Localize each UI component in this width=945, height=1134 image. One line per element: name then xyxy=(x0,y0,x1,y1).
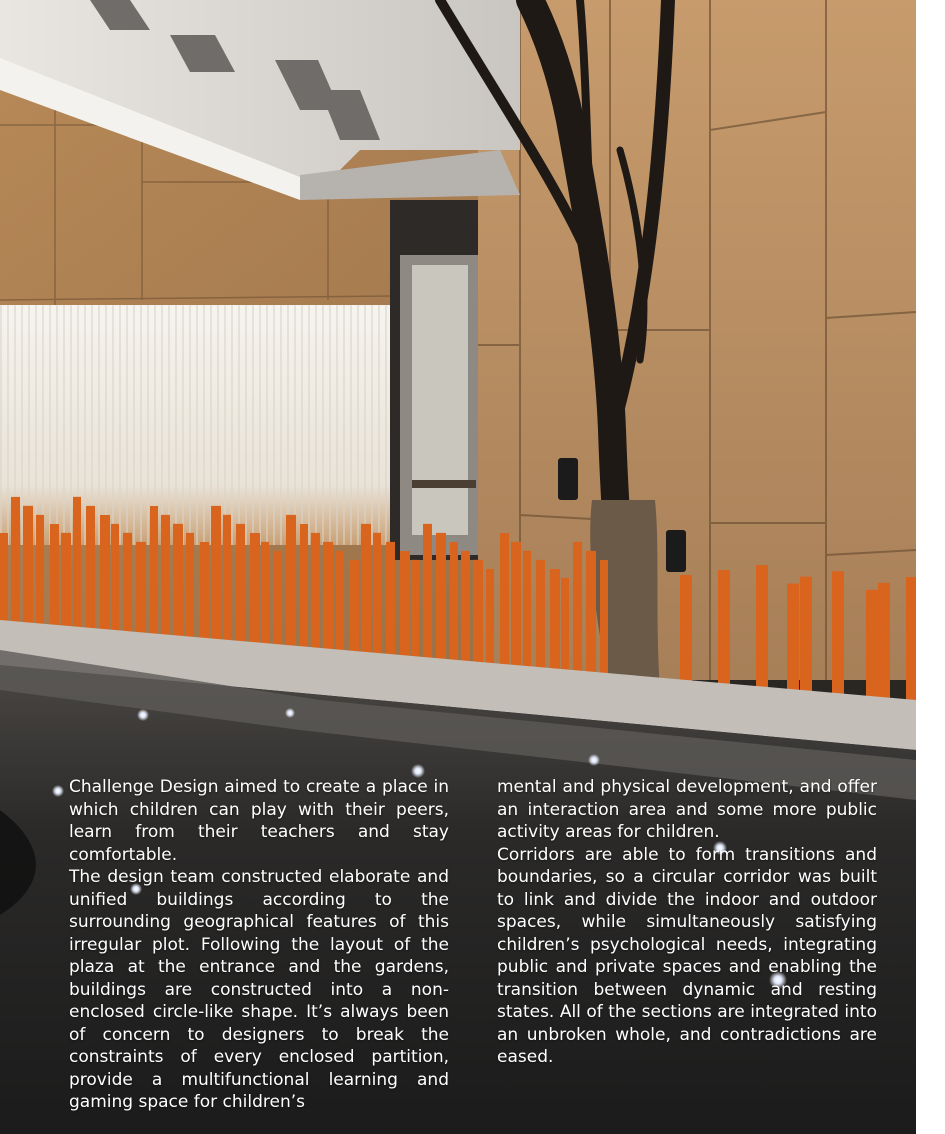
fence-post xyxy=(450,542,458,664)
fence-post xyxy=(173,524,183,642)
fence-post xyxy=(411,560,419,661)
fence-post xyxy=(311,533,320,653)
fence-post xyxy=(211,506,221,645)
fence-post xyxy=(261,542,269,649)
fence-post xyxy=(486,569,494,667)
fence-post xyxy=(866,590,878,705)
fence-post xyxy=(150,506,158,640)
fence-post xyxy=(573,542,582,674)
fence-post xyxy=(718,570,730,693)
fence-post xyxy=(586,551,596,675)
fence-post xyxy=(123,533,132,638)
fence-post xyxy=(536,560,545,671)
fence-post xyxy=(550,569,560,672)
fence-post xyxy=(561,578,569,673)
fence-post xyxy=(323,542,333,654)
fence-post xyxy=(0,533,8,628)
fence-post xyxy=(273,551,282,650)
fence-post xyxy=(756,565,768,696)
fence-post xyxy=(11,497,20,629)
fence-post xyxy=(161,515,170,641)
article-column-left xyxy=(69,776,449,1114)
fence-post xyxy=(286,515,296,651)
fence-post xyxy=(86,506,95,635)
fence-post xyxy=(800,577,812,700)
fence-post xyxy=(61,533,71,633)
paragraph: The design team constructed elaborate and unified buildings according to the surrounding geographical features of this irregular plot. Following the layout of the plaza at the entrance and the gardens, buildings are constructed into a non-enclosed circle-like shape. It’s always been of concern to designers to break the constraints of every enclosed partition, provide a multifunctional learning and gaming space for children’s xyxy=(69,867,449,1112)
fence-post xyxy=(223,515,231,646)
fence-post xyxy=(832,571,844,702)
fence-post xyxy=(300,524,308,652)
fence-post xyxy=(461,551,470,665)
fence-post xyxy=(473,560,483,666)
paragraph: mental and physical development, and offer an interaction area and some more public activity areas for children. xyxy=(497,777,877,842)
fence-post xyxy=(878,583,890,706)
fence-post xyxy=(373,533,381,658)
paragraph: Corridors are able to form transitions and boundaries, so a circular corridor was built to link and divide the indoor and outdoor spaces, while simultaneously satisfying children’s psychological needs, integrating public and private spaces and enabling the transition between dynamic and resting states. All of the sections are integrated into an unbroken whole, and contradictions are eased. xyxy=(497,844,877,1067)
fence-post xyxy=(50,524,59,632)
fence-post xyxy=(680,575,692,690)
fence-post xyxy=(186,533,194,643)
fence-post xyxy=(23,506,33,630)
fence-post xyxy=(600,560,608,676)
fence-post xyxy=(436,533,446,663)
fence-post xyxy=(361,524,371,657)
fence-post xyxy=(511,542,521,669)
fence-post xyxy=(350,560,359,656)
article-column-right xyxy=(497,776,877,1069)
fence-post xyxy=(787,584,799,699)
paragraph: Challenge Design aimed to create a place in which children can play with their peers, learn from their teachers and stay comfortable. xyxy=(69,777,449,865)
fence-post xyxy=(100,515,110,636)
fence-post xyxy=(906,577,916,708)
fence-post xyxy=(36,515,44,631)
fence-post xyxy=(200,542,209,644)
fence-post xyxy=(400,551,410,660)
fence-post xyxy=(523,551,531,670)
fence-post xyxy=(386,542,395,659)
fence-post xyxy=(236,524,245,647)
fence-post xyxy=(336,551,344,655)
fence-post xyxy=(423,524,432,662)
fence-post xyxy=(73,497,81,634)
fence-post xyxy=(111,524,119,637)
fence-post xyxy=(500,533,509,668)
fence-post xyxy=(136,542,146,639)
fence-post xyxy=(250,533,260,648)
